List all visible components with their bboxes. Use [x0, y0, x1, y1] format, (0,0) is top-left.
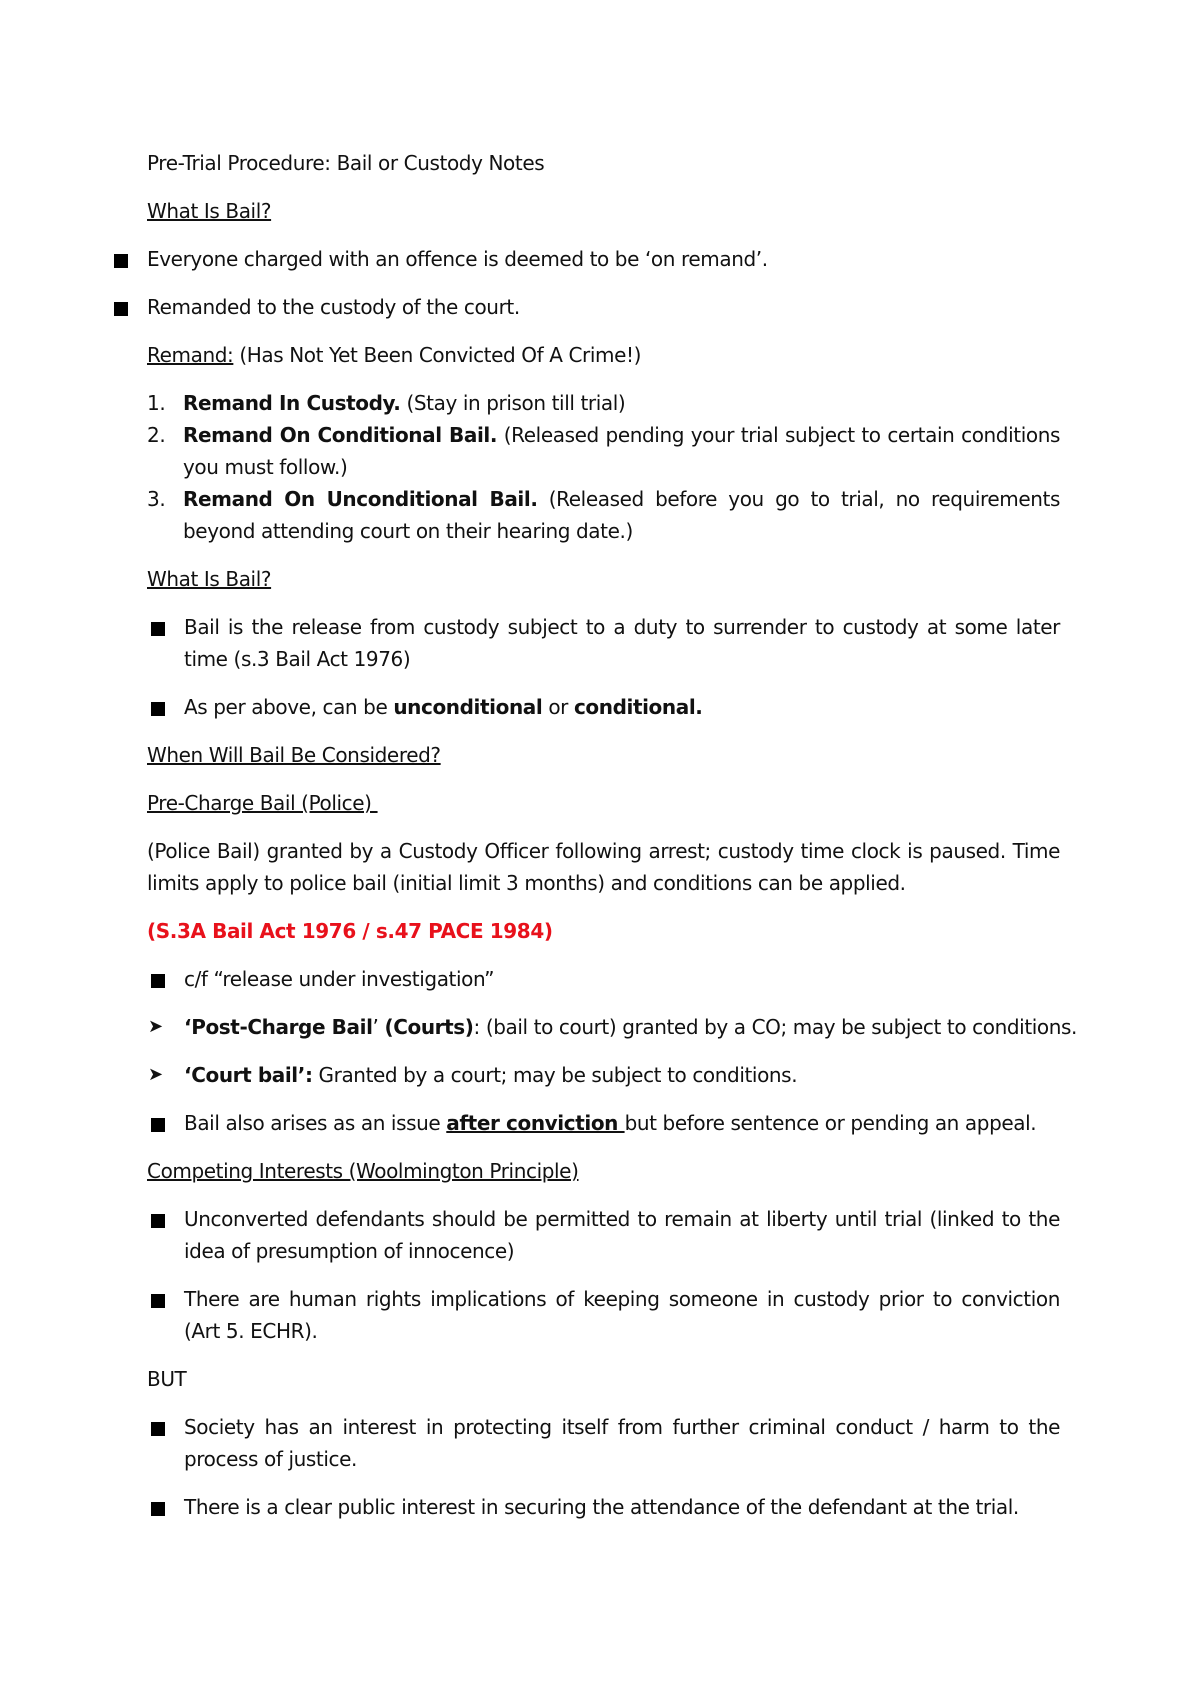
- paragraph-police-bail-continuation: limits apply to police bail (initial limit 3 months) and conditions can be applied.: [147, 871, 906, 895]
- but-label: BUT: [147, 1367, 187, 1391]
- bullet-text-continuation: process of justice.: [184, 1447, 357, 1471]
- section-heading-remand: [147, 342, 641, 368]
- list-item-text: (Stay in prison till trial): [400, 391, 626, 415]
- list-number: 3.: [147, 487, 166, 511]
- list-item-bold: Remand On Unconditional Bail.: [183, 487, 538, 511]
- square-bullet-icon: [151, 974, 165, 988]
- list-item-continuation: beyond attending court on their hearing date.): [183, 519, 633, 543]
- bold-run: ‘Post-Charge Bail: [184, 1015, 373, 1039]
- arrow-item-post-charge: [184, 1014, 1077, 1040]
- section-heading-what-is-bail: What Is Bail?: [147, 199, 272, 223]
- statute-reference: (S.3A Bail Act 1976 / s.47 PACE 1984): [147, 919, 553, 943]
- bullet-text: c/f “release under investigation”: [184, 967, 495, 991]
- bold-run: unconditional: [393, 695, 543, 719]
- bullet-text: Society has an interest in protecting itself from further criminal conduct / harm to the: [184, 1415, 1060, 1439]
- square-bullet-icon: [114, 254, 128, 268]
- list-item-text: (Released before you go to trial, no requirements: [537, 487, 1060, 511]
- bullet-text: Bail is the release from custody subject to a duty to surrender to custody at some later: [184, 615, 1060, 639]
- square-bullet-icon: [114, 302, 128, 316]
- bold-run: conditional.: [573, 695, 703, 719]
- bullet-text-continuation: time (s.3 Bail Act 1976): [184, 647, 411, 671]
- section-heading-what-is-bail-2: What Is Bail?: [147, 567, 272, 591]
- bullet-text: There are human rights implications of keeping someone in custody prior to conviction: [184, 1287, 1060, 1311]
- list-item: [183, 486, 1060, 512]
- remand-heading-rest: (Has Not Yet Been Convicted Of A Crime!): [233, 343, 642, 367]
- bold-run: ‘Court bail’:: [184, 1063, 313, 1087]
- bullet-text: [184, 694, 703, 720]
- list-item: [183, 422, 1060, 448]
- list-number: 2.: [147, 423, 166, 447]
- section-heading-when: When Will Bail Be Considered?: [147, 743, 441, 767]
- text-run: or: [542, 695, 574, 719]
- bullet-text-continuation: idea of presumption of innocence): [184, 1239, 515, 1263]
- bullet-text: Everyone charged with an offence is deemed to be ‘on remand’.: [147, 247, 768, 271]
- list-item: [183, 390, 625, 416]
- list-item-bold: Remand In Custody.: [183, 391, 401, 415]
- square-bullet-icon: [151, 1502, 165, 1516]
- paragraph-police-bail: (Police Bail) granted by a Custody Officer following arrest; custody time clock is paused. Time: [147, 839, 1060, 863]
- text-run: Bail also arises as an issue: [184, 1111, 447, 1135]
- list-item-text: (Released pending your trial subject to certain conditions: [497, 423, 1060, 447]
- arrow-bullet-icon: ➤: [148, 1064, 163, 1085]
- text-run: : (bail to court) granted by a CO; may be subject to conditions.: [473, 1015, 1078, 1039]
- arrow-bullet-icon: ➤: [148, 1016, 163, 1037]
- square-bullet-icon: [151, 1118, 165, 1132]
- bold-underline-run: after conviction: [446, 1111, 625, 1135]
- list-number: 1.: [147, 391, 166, 415]
- square-bullet-icon: [151, 1422, 165, 1436]
- bullet-text: [184, 1110, 1036, 1136]
- subheading-pre-charge-bail: Pre-Charge Bail (Police): [147, 791, 378, 815]
- text-run: Granted by a court; may be subject to conditions.: [312, 1063, 798, 1087]
- square-bullet-icon: [151, 1294, 165, 1308]
- square-bullet-icon: [151, 702, 165, 716]
- bullet-text: Remanded to the custody of the court.: [147, 295, 520, 319]
- square-bullet-icon: [151, 1214, 165, 1228]
- text-run: As per above, can be: [184, 695, 394, 719]
- section-heading-competing-interests: Competing Interests (Woolmington Principle): [147, 1159, 579, 1183]
- page-title: Pre-Trial Procedure: Bail or Custody Notes: [147, 151, 545, 175]
- bullet-text-continuation: (Art 5. ECHR).: [184, 1319, 318, 1343]
- arrow-item-court-bail: [184, 1062, 797, 1088]
- remand-heading-underlined: Remand:: [147, 343, 234, 367]
- text-run: but before sentence or pending an appeal.: [624, 1111, 1037, 1135]
- square-bullet-icon: [151, 622, 165, 636]
- list-item-bold: Remand On Conditional Bail.: [183, 423, 498, 447]
- list-item-continuation: you must follow.): [183, 455, 348, 479]
- bullet-text: Unconverted defendants should be permitted to remain at liberty until trial (linked to the: [184, 1207, 1060, 1231]
- text-run: ’: [372, 1015, 385, 1039]
- bullet-text: There is a clear public interest in securing the attendance of the defendant at the trial.: [184, 1495, 1019, 1519]
- bold-run: (Courts): [384, 1015, 474, 1039]
